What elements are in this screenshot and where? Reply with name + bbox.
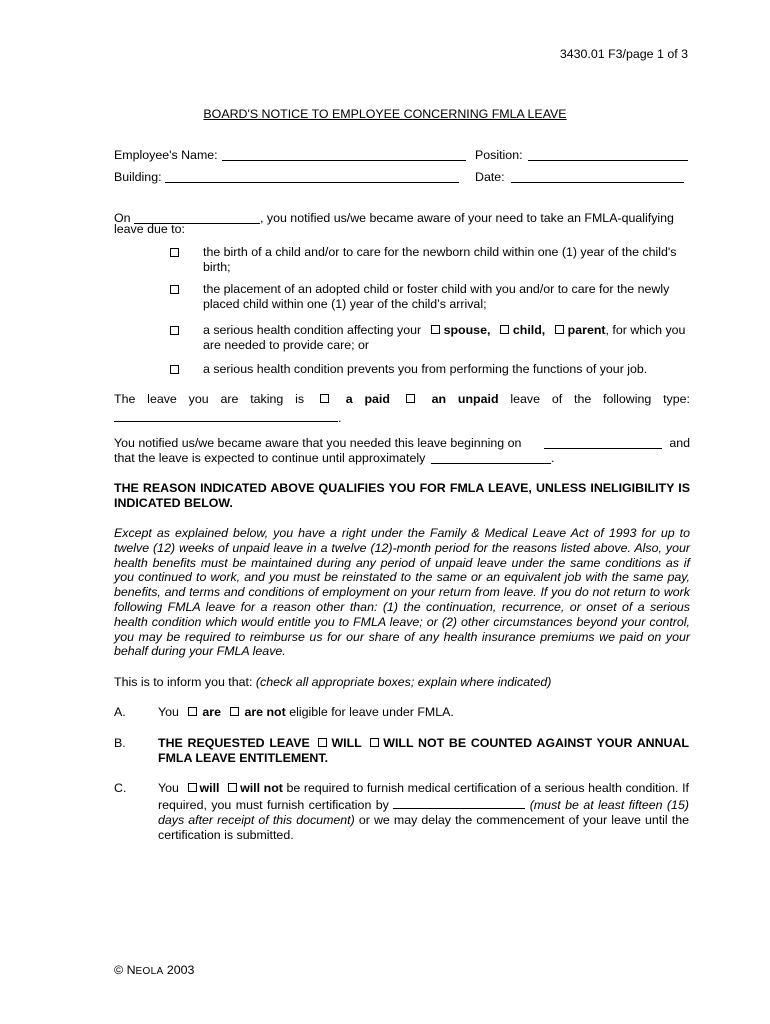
dates-paragraph [114, 436, 690, 466]
qualifies-heading: THE REASON INDICATED ABOVE QUALIFIES YOU FOR FMLA LEAVE, UNLESS INELIGIBILITY IS INDICATED BELOW. [114, 481, 690, 510]
leave-type-prefix: The leave you are taking is [114, 392, 305, 406]
employee-name-field[interactable] [222, 148, 466, 161]
item-b-prefix: THE REQUESTED LEAVE [158, 736, 310, 750]
building-field[interactable] [165, 170, 459, 183]
item-c-letter: C. [114, 781, 127, 795]
reason-own-health-text: a serious health condition prevents you from performing the functions of your job. [203, 362, 648, 376]
reason-placement-text: the placement of an adopted child or foster child with you and/or to care for the newly placed child within one (1) year of the child’s arrival; [203, 282, 670, 311]
parent-checkbox[interactable] [555, 325, 564, 334]
unpaid-checkbox[interactable] [406, 394, 415, 403]
footer-copyright-symbol: © N [114, 963, 136, 977]
position-field[interactable] [528, 148, 688, 161]
leave-type-end: . [338, 411, 342, 425]
item-c-will: will [199, 781, 220, 795]
will-not-certify-checkbox[interactable] [228, 783, 237, 792]
are-not-label: are not [244, 705, 286, 719]
item-a-text [158, 705, 689, 720]
leave-type-suffix: leave of the following type: [510, 392, 690, 406]
end-date-field[interactable] [431, 451, 551, 464]
reason-own-health-checkbox[interactable] [170, 365, 179, 374]
item-c-rest2: or we may delay the commencement of your leave until the certification is submitted. [158, 813, 689, 842]
dates-end: . [551, 451, 555, 465]
intro-paragraph [114, 211, 690, 239]
family-health-prefix: a serious health condition affecting your [203, 323, 422, 337]
document-title: BOARD'S NOTICE TO EMPLOYEE CONCERNING FMLA LEAVE [203, 107, 567, 121]
footer-brand: EOLA [135, 966, 164, 977]
paid-checkbox[interactable] [320, 394, 329, 403]
footer-copyright [114, 963, 194, 979]
item-b-text [158, 736, 689, 766]
child-label: child, [512, 323, 546, 337]
intro-notified-text: , you notified us/we became aware of your need to take an FMLA-qualifying [260, 211, 674, 225]
item-a-you: You [158, 705, 179, 719]
item-a-rest: eligible for leave under FMLA. [289, 705, 454, 719]
are-not-checkbox[interactable] [230, 707, 239, 716]
reason-family-health-text [203, 323, 690, 353]
item-b-rest: WILL NOT BE COUNTED AGAINST YOUR ANNUAL FMLA LEAVE ENTITLEMENT. [158, 736, 690, 765]
intro-leave-due: leave due to: [114, 222, 185, 236]
item-b-letter: B. [114, 736, 126, 750]
employee-name-label: Employee's Name: [114, 148, 218, 162]
will-not-counted-checkbox[interactable] [370, 738, 379, 747]
item-a-letter: A. [114, 705, 126, 719]
item-c-you: You [158, 781, 179, 795]
child-checkbox[interactable] [500, 325, 509, 334]
dates-and: and [669, 436, 690, 450]
intro-on: On [114, 211, 131, 225]
family-health-suffix: , for which you are needed to provide care; or [203, 323, 686, 352]
item-c-rest1: be required to furnish medical certification of a serious health condition. If required, you must furnish certification by [158, 781, 689, 812]
reason-placement-checkbox[interactable] [170, 285, 179, 294]
will-certify-checkbox[interactable] [188, 783, 197, 792]
date-field[interactable] [511, 170, 684, 183]
paid-label: a paid [345, 392, 390, 406]
inform-text: This is to inform you that: [114, 675, 253, 689]
leave-type-field[interactable] [114, 409, 338, 422]
begin-date-field[interactable] [544, 436, 662, 449]
spouse-label: spouse, [443, 323, 491, 337]
dates-line2: that the leave is expected to continue until approximately [114, 451, 426, 465]
leave-type-paragraph [114, 392, 690, 424]
parent-label: parent [567, 323, 606, 337]
are-label: are [202, 705, 221, 719]
page-number: 3430.01 F3/page 1 of 3 [559, 47, 688, 61]
unpaid-label: an unpaid [431, 392, 499, 406]
building-date-row [114, 170, 690, 186]
reason-birth-text: the birth of a child and/or to care for the newborn child within one (1) year of the child's birth; [203, 245, 677, 274]
reason-family-health-checkbox[interactable] [170, 326, 179, 335]
item-b-will: WILL [331, 736, 362, 750]
building-label: Building: [114, 170, 162, 184]
rights-paragraph: Except as explained below, you have a right under the Family & Medical Leave Act of 1993 for up to twelve (12) weeks of unpaid leave in a twelve (12)-month period for the reasons listed above. Also, your health benefits must be maintained during any period of unpaid leave under the same conditions as if you continued to work, and you must be reinstated to the same or an equivalent job with the same pay, benefits, and terms and conditions of employment on your return from leave. If you do not return to work following FMLA leave for a reason other than: (1) the continuation, recurrence, or onset of a serious health condition which would entitle you to FMLA leave; or (2) other circumstances beyond your control, you may be required to reimburse us for our share of any health insurance premiums we paid on your behalf during your FMLA leave. [114, 526, 690, 659]
item-c-will-not: will not [240, 781, 283, 795]
date-label: Date: [475, 170, 505, 184]
position-label: Position: [475, 148, 523, 162]
dates-line1: You notified us/we became aware that you needed this leave beginning on [114, 436, 522, 450]
item-c-italic: (must be at least fifteen (15) days after receipt of this document) [158, 798, 689, 827]
are-checkbox[interactable] [188, 707, 197, 716]
footer-year: 2003 [163, 963, 195, 977]
will-counted-checkbox[interactable] [318, 738, 327, 747]
certification-date-field[interactable] [393, 796, 525, 809]
employee-position-row [114, 148, 690, 164]
inform-note: (check all appropriate boxes; explain where indicated) [255, 675, 552, 689]
spouse-checkbox[interactable] [431, 325, 440, 334]
reason-birth-checkbox[interactable] [170, 248, 179, 257]
item-c-text [158, 781, 689, 843]
inform-line [114, 675, 690, 690]
